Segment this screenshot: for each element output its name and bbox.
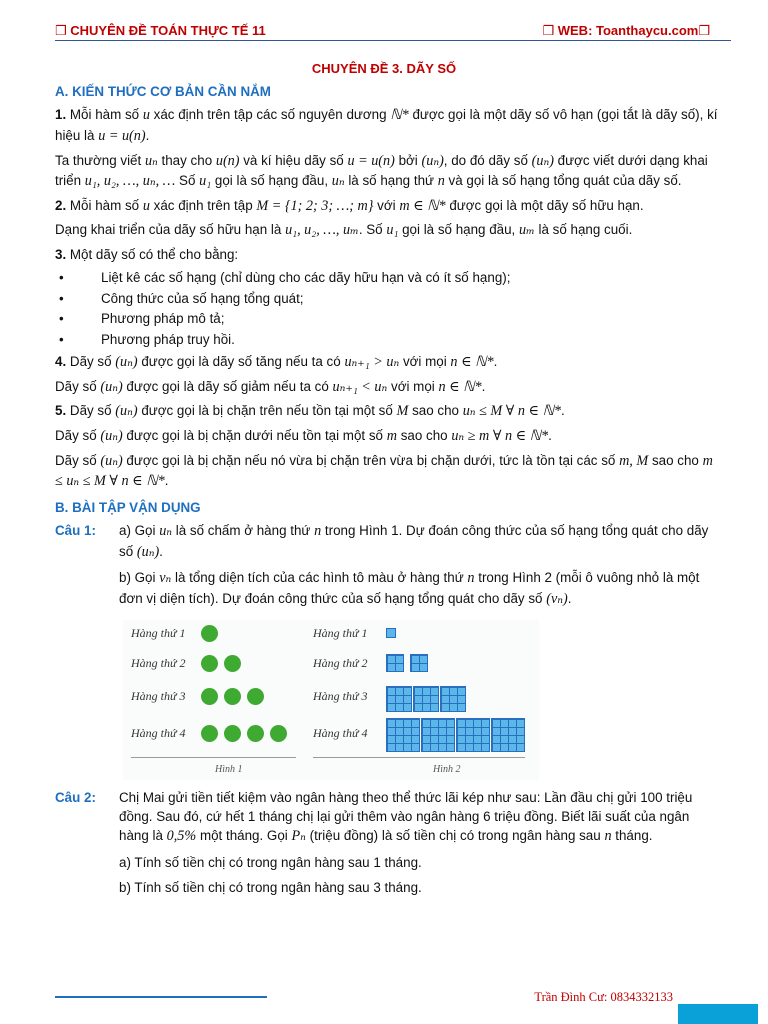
paragraph-8: 5. Dãy số (uₙ) được gọi là bị chặn trên nếu tồn tại một số M sao cho uₙ ≤ M ∀ n ∈ ℕ*. [55,403,565,420]
figure-2-caption: Hình 2 [433,763,461,775]
section-a-heading: A. KIẾN THỨC CƠ BẢN CẦN NẮM [55,84,271,99]
dot [247,725,264,742]
page-title: CHUYÊN ĐỀ 3. DÃY SỐ [311,61,457,76]
figure-1-row-label: Hàng thứ 1 [131,625,186,640]
grid-square-3x3 [413,686,439,712]
figure-2-row-label: Hàng thứ 3 [313,688,368,703]
paragraph-10: Dãy số (uₙ) được gọi là bị chặn nếu nó vừa bị chặn trên vừa bị chặn dưới, tức là tồn tại các số m, M sao cho m ≤ uₙ ≤ M ∀ n ∈ ℕ*. [55,452,713,490]
list-item: • Công thức của số hạng tổng quát; [55,289,720,308]
list-item: • Liệt kê các số hạng (chỉ dùng cho các dãy hữu hạn và có ít số hạng); [55,268,720,287]
dot [270,725,287,742]
dot [224,655,241,672]
figure-dots-and-squares [123,620,539,780]
grid-square-1x1 [386,628,396,638]
paragraph-5: 3. Một dãy số có thể cho bằng: [55,247,239,262]
dot [224,688,241,705]
paragraph-7: Dãy số (uₙ) được gọi là dãy số giảm nếu ta có uₙ₊₁ < uₙ với mọi n ∈ ℕ*. [55,378,486,395]
figure-1-row-label: Hàng thứ 4 [131,725,186,740]
grid-square-2x2 [386,654,404,672]
dot [201,655,218,672]
question-2b: b) Tính số tiền chị có trong ngân hàng sau 3 tháng. [119,880,422,896]
figure-2-row-label: Hàng thứ 2 [313,655,368,670]
question-1b: b) Gọi vₙ là tổng diện tích của các hình tô màu ở hàng thứ n trong Hình 2 (mỗi ô vuông nhỏ là một đơn vị diện tích). Dự đoán công thức của số hạng tổng quát cho dãy số (vₙ). [119,570,700,607]
grid-square-4x4 [491,718,525,752]
caption-rule [131,757,296,758]
paragraph-3: 2. Mỗi hàm số u xác định trên tập M = {1; 2; 3; …; m} với m ∈ ℕ* được gọi là một dãy số hữu hạn. [55,197,644,214]
question-1 [55,521,720,615]
grid-square-2x2 [410,654,428,672]
figure-1-row-label: Hàng thứ 3 [131,688,186,703]
paragraph-2: Ta thường viết uₙ thay cho u(n) và kí hiệu dãy số u = u(n) bởi (uₙ), do đó dãy số (uₙ) được viết dưới dạng khai triển u₁, u₂, …, uₙ, … Số u₁ gọi là số hạng đầu, uₙ là số hạng thứ n và gọi là số hạng tổng quát của dãy số. [55,152,708,190]
list-item: • Phương pháp mô tả; [55,309,720,328]
grid-square-4x4 [456,718,490,752]
footer-tab [678,1004,758,1024]
figure-2-row-label: Hàng thứ 1 [313,625,368,640]
figure-1-row-label: Hàng thứ 2 [131,655,186,670]
grid-square-4x4 [421,718,455,752]
question-2-text: Chị Mai gửi tiền tiết kiệm vào ngân hàng theo thể thức lãi kép như sau: Lần đầu chị gửi 100 triệu đồng. Sau đó, cứ hết 1 tháng chị lại gửi thêm vào ngân hàng 6 triệu đồng. Biết lãi suất của ngân hàng là 0,5% một tháng. Gọi Pₙ (triệu đồng) là số tiền chị có trong ngân hàng sau n tháng. [119,789,693,845]
question-label: Câu 1: [55,523,96,539]
figure-2-row-label: Hàng thứ 4 [313,725,368,740]
section-b-heading: B. BÀI TẬP VẬN DỤNG [55,499,201,515]
grid-square-3x3 [440,686,466,712]
paragraph-1: 1. Mỗi hàm số u xác định trên tập các số nguyên dương ℕ* được gọi là một dãy số vô hạn (gọi tắt là dãy số), kí hiệu là u = u(n). [55,107,718,145]
dot [224,725,241,742]
caption-rule [313,757,525,758]
grid-square-4x4 [386,718,420,752]
header-website[interactable]: ❒ WEB: Toanthaycu.com❒ [542,23,710,38]
paragraph-6: 4. Dãy số (uₙ) được gọi là dãy số tăng nếu ta có uₙ₊₁ > uₙ với mọi n ∈ ℕ*. [55,354,498,371]
question-2 [55,788,720,904]
document-body [55,80,720,904]
dot [247,688,264,705]
paragraph-9: Dãy số (uₙ) được gọi là bị chặn dưới nếu tồn tại một số m sao cho uₙ ≥ m ∀ n ∈ ℕ*. [55,427,552,444]
dot [201,625,218,642]
footer-author: Trần Đình Cư: 0834332133 [534,990,673,1004]
header-divider [55,40,731,41]
grid-square-3x3 [386,686,412,712]
paragraph-4: Dạng khai triển của dãy số hữu hạn là u₁, u₂, …, uₘ. Số u₁ gọi là số hạng đầu, uₘ là số hạng cuối. [55,222,633,239]
dot [201,725,218,742]
question-1a: a) Gọi uₙ là số chấm ở hàng thứ n trong Hình 1. Dự đoán công thức của số hạng tổng quát cho dãy số (uₙ). [119,523,709,560]
list-item: • Phương pháp truy hồi. [55,330,720,349]
method-list [55,268,720,349]
question-label: Câu 2: [55,789,96,805]
footer-divider [55,996,267,998]
figure-1-caption: Hình 1 [215,763,243,775]
question-2a: a) Tính số tiền chị có trong ngân hàng sau 1 tháng. [119,855,422,871]
header-topic: ❒ CHUYÊN ĐỀ TOÁN THỰC TẾ 11 [55,23,266,38]
dot [201,688,218,705]
